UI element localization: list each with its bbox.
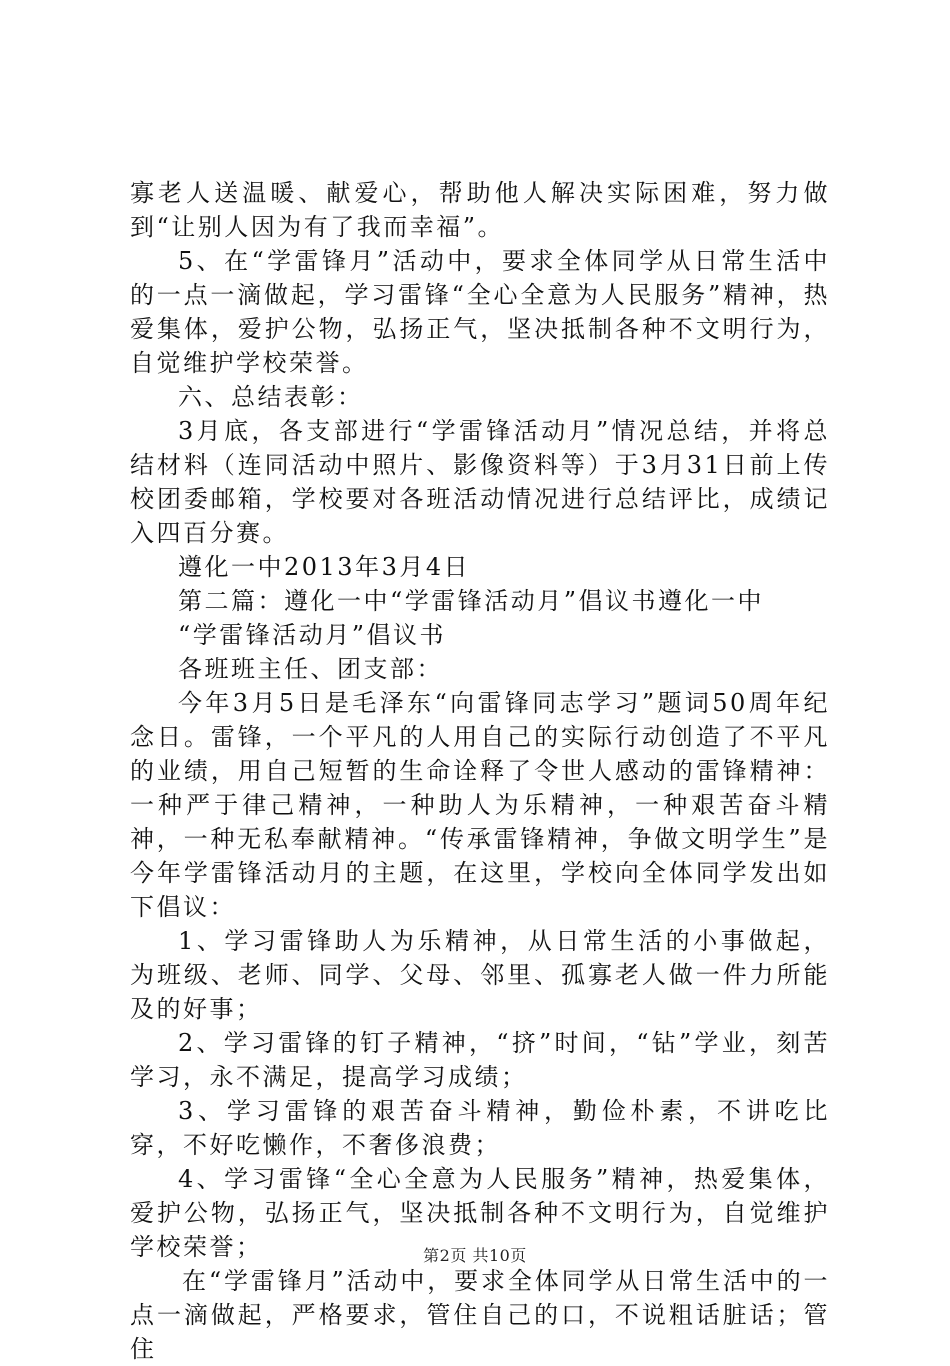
proposal-item-3: 3、学习雷锋的艰苦奋斗精神，勤俭朴素，不讲吃比穿，不好吃懒作，不奢侈浪费；: [130, 1097, 830, 1159]
salutation: 各班班主任、团支部：: [178, 655, 443, 683]
paragraph-item-5: 5、在“学雷锋月”活动中，要求全体同学从日常生活中的一点一滴做起，学习雷锋“全心全意为人民服务”精神，热爱集体，爱护公物，弘扬正气，坚决抵制各种不文明行为，自觉维护学校荣誉。: [130, 247, 830, 377]
proposal-item-4: 4、学习雷锋“全心全意为人民服务”精神，热爱集体，爱护公物，弘扬正气，坚决抵制各种不文明行为，自觉维护学校荣誉；: [130, 1165, 830, 1261]
paragraph-introduction: 今年3月5日是毛泽东“向雷锋同志学习”题词50周年纪念日。雷锋，一个平凡的人用自己的实际行动创造了不平凡的业绩，用自己短暂的生命诠释了令世人感动的雷锋精神：一种严于律己精神，一种助人为乐精神，一种艰苦奋斗精神，一种无私奉献精神。“传承雷锋精神，争做文明学生”是今年学雷锋活动月的主题，在这里，学校向全体同学发出如下倡议：: [130, 689, 830, 921]
proposal-item-1: 1、学习雷锋助人为乐精神，从日常生活的小事做起，为班级、老师、同学、父母、邻里、孤寡老人做一件力所能及的好事；: [130, 927, 830, 1023]
proposal-title: “学雷锋活动月”倡议书: [178, 621, 447, 649]
proposal-item-2: 2、学习雷锋的钉子精神，“挤”时间，“钻”学业，刻苦学习，永不满足，提高学习成绩；: [130, 1029, 830, 1091]
section-heading-summary: 六、总结表彰：: [178, 383, 364, 411]
page-footer: 第2页 共10页: [423, 1246, 527, 1265]
signature-date: 遵化一中2013年3月4日: [178, 553, 471, 581]
chapter-heading: 第二篇：遵化一中“学雷锋活动月”倡议书遵化一中: [178, 587, 765, 615]
paragraph-summary: 3月底，各支部进行“学雷锋活动月”情况总结，并将总结材料（连同活动中照片、影像资料等）于3月31日前上传校团委邮箱，学校要对各班活动情况进行总结评比，成绩记入四百分赛。: [130, 417, 830, 547]
paragraph-continued: 寡老人送温暖、献爱心，帮助他人解决实际困难，努力做到“让别人因为有了我而幸福”。: [130, 179, 830, 241]
document-body: [130, 176, 830, 1366]
paragraph-activity: 在“学雷锋月”活动中，要求全体同学从日常生活中的一点一滴做起，严格要求，管住自己的口，不说粗话脏话；管住: [130, 1267, 830, 1363]
